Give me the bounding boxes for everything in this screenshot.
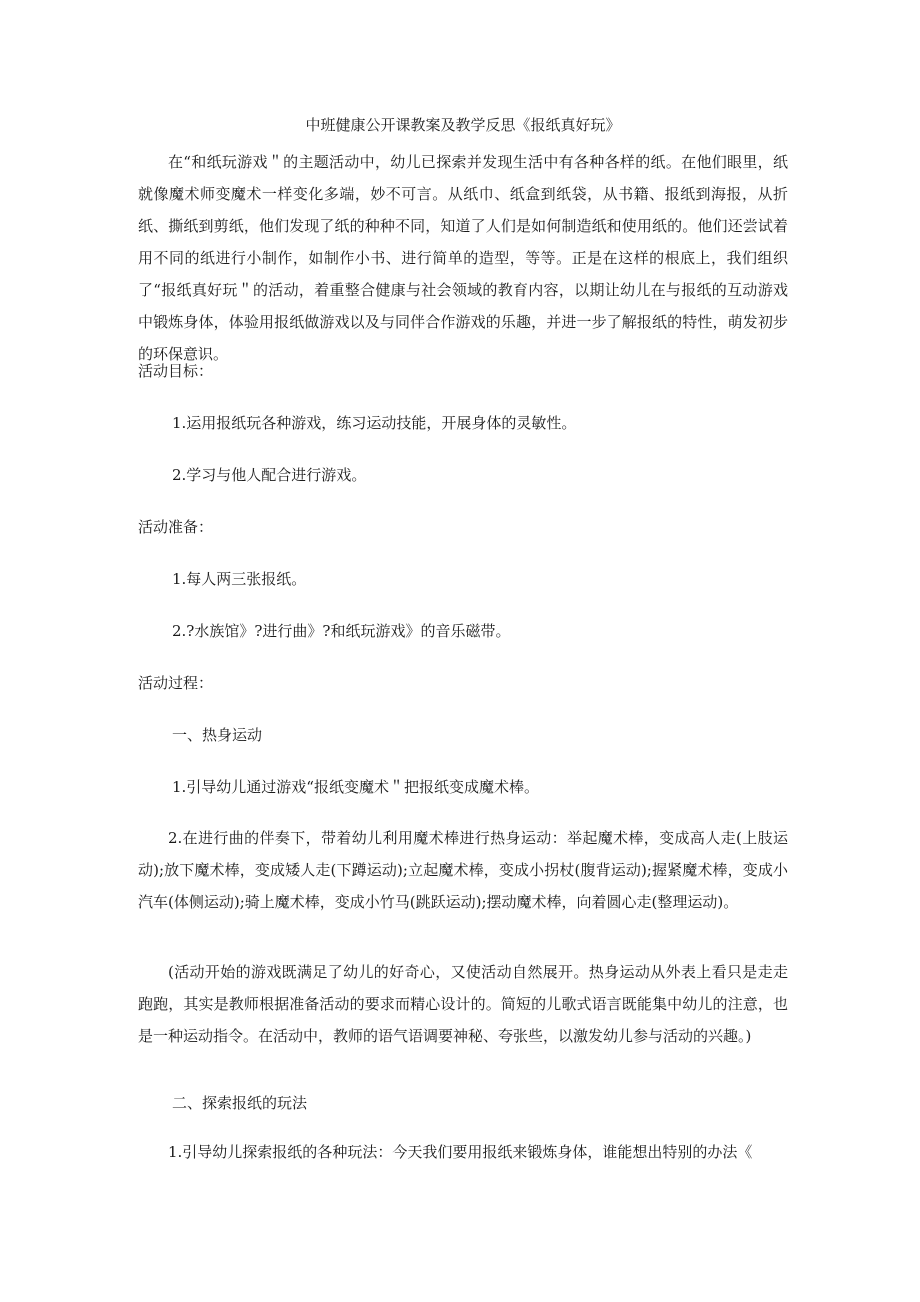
warmup-step-1: 1.引导幼儿通过游戏“报纸变魔术＂把报纸变成魔术棒。 <box>172 778 539 796</box>
preparation-heading: 活动准备： <box>138 518 214 536</box>
goals-heading: 活动目标： <box>138 362 214 380</box>
process-heading: 活动过程： <box>138 674 214 692</box>
document-title: 中班健康公开课教案及教学反思《报纸真好玩》 <box>305 116 621 134</box>
warmup-note: (活动开始的游戏既满足了幼儿的好奇心，又使活动自然展开。热身运动从外表上看只是走走跑跑，其实是教师根据准备活动的要求而精心设计的。简短的儿歌式语言既能集中幼儿的注意，也是一种运动指令。在活动中，教师的语气语调要神秘、夸张些，以激发幼儿参与活动的兴趣。) <box>138 963 788 1045</box>
intro-paragraph: 在“和纸玩游戏＂的主题活动中，幼儿已探索并发现生活中有各种各样的纸。在他们眼里，纸就像魔术师变魔术一样变化多端，妙不可言。从纸巾、纸盒到纸袋，从书籍、报纸到海报，从折纸、撕纸到剪纸，他们发现了纸的种种不同，知道了人们是如何制造纸和使用纸的。他们还尝试着用不同的纸进行小制作，如制作小书、进行简单的造型，等等。正是在这样的根底上，我们组织了“报纸真好玩＂的活动，着重整合健康与社会领域的教育内容，以期让幼儿在与报纸的互动游戏中锻炼身体，体验用报纸做游戏以及与同伴合作游戏的乐趣，并进一步了解报纸的特性，萌发初步的环保意识。 <box>138 153 788 363</box>
goal-item-2: 2.学习与他人配合进行游戏。 <box>172 466 367 484</box>
preparation-item-2: 2.?水族馆》?进行曲》?和纸玩游戏》的音乐磁带。 <box>172 622 511 640</box>
section-heading-explore: 二、探索报纸的玩法 <box>172 1094 308 1112</box>
section-heading-warmup: 一、热身运动 <box>172 726 263 744</box>
warmup-step-2: 2.在进行曲的伴奏下，带着幼儿利用魔术棒进行热身运动：举起魔术棒，变成高人走(上肢运动);放下魔术棒，变成矮人走(下蹲运动);立起魔术棒，变成小拐杖(腹背运动);握紧魔术棒，变成小汽车(体侧运动);骑上魔术棒，变成小竹马(跳跃运动);摆动魔术棒，向着圆心走(整理运动)。 <box>138 829 788 911</box>
goal-item-1: 1.运用报纸玩各种游戏，练习运动技能，开展身体的灵敏性。 <box>172 414 577 432</box>
preparation-item-1: 1.每人两三张报纸。 <box>172 570 307 588</box>
explore-step-1: 1.引导幼儿探索报纸的各种玩法：今天我们要用报纸来锻炼身体，谁能想出特别的办法《 <box>168 1143 753 1161</box>
